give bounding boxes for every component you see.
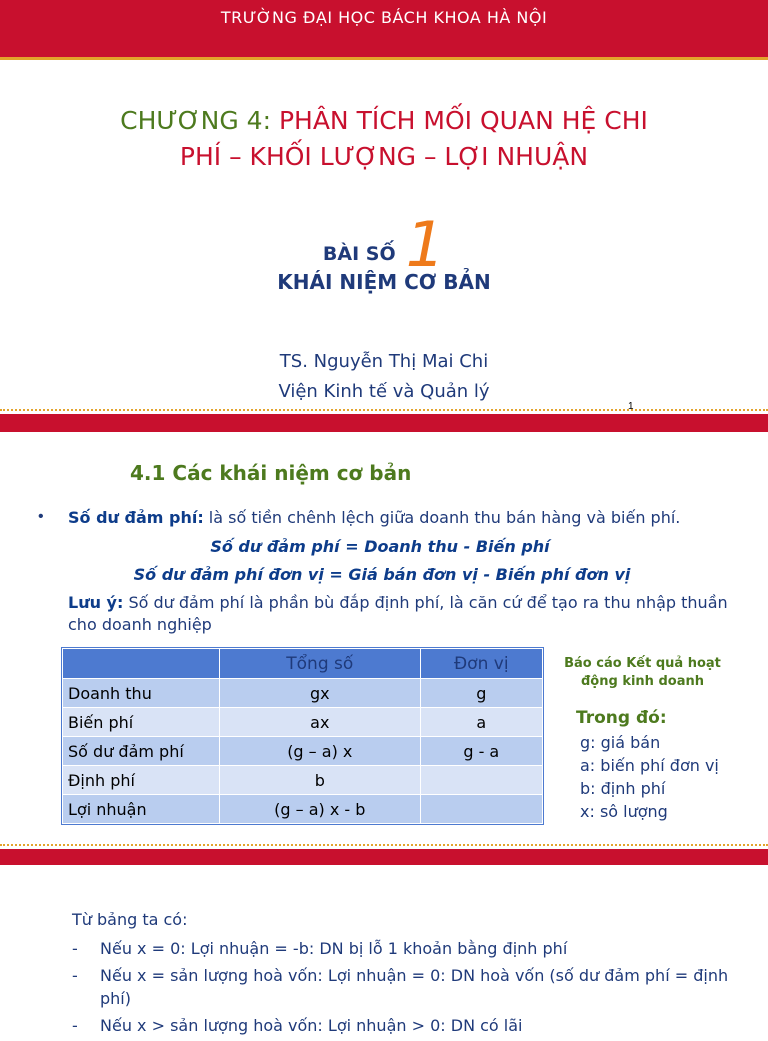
list-item (72, 1014, 732, 1037)
report-caption (560, 655, 725, 691)
table-row (63, 766, 543, 795)
legend-item: a: biến phí đơn vị (580, 756, 719, 775)
row-label: Biến phí (63, 708, 220, 737)
separator-line-top-2 (0, 844, 768, 846)
chapter-title-line2: PHÍ – KHỐI LƯỢNG – LỢI NHUẬN (179, 142, 589, 171)
note-text: Số dư đảm phí là phần bù đắp định phí, là căn cứ để tạo ra thu nhập thuần cho doanh nghiệp (68, 593, 728, 634)
row-unit (420, 766, 542, 795)
separator-band-2 (0, 849, 768, 865)
chapter-prefix: CHƯƠNG 4: (120, 106, 271, 135)
row-total: (g – a) x - b (220, 795, 421, 824)
list-item (72, 937, 732, 960)
report-caption-line1: Báo cáo Kết quả hoạt (564, 656, 721, 671)
legend-item: b: định phí (580, 779, 666, 798)
definition (68, 508, 758, 527)
row-unit (420, 795, 542, 824)
lesson-heading (0, 208, 768, 281)
author-institute: Viện Kinh tế và Quản lý (278, 381, 490, 402)
row-total: gx (220, 679, 421, 708)
report-caption-line2: động kinh doanh (581, 674, 704, 689)
legend-list (580, 731, 719, 823)
lesson-label: BÀI SỐ (322, 243, 396, 265)
legend-item: x: sô lượng (580, 802, 668, 821)
definition-term: Số dư đảm phí: (68, 508, 204, 527)
lesson-subtitle: KHÁI NIỆM CƠ BẢN (277, 270, 491, 294)
row-total: b (220, 766, 421, 795)
formula-unit: Số dư đảm phí đơn vị = Giá bán đơn vị - Biến phí đơn vị (133, 565, 631, 584)
page-number-1: 1 (628, 401, 634, 412)
definition-text: là số tiền chênh lệch giữa doanh thu bán hàng và biến phí. (203, 508, 681, 527)
row-unit: g (420, 679, 542, 708)
bullet-dot: • (38, 508, 44, 525)
chapter-title (40, 103, 728, 175)
list-dash: - (72, 939, 78, 958)
note (68, 592, 748, 636)
list-item-text: Nếu x > sản lượng hoà vốn: Lợi nhuận > 0: DN có lãi (100, 1016, 523, 1035)
table-row (63, 737, 543, 766)
formula-total: Số dư đảm phí = Doanh thu - Biến phí (210, 537, 550, 556)
author-block (0, 347, 768, 407)
conclusion-intro: Từ bảng ta có: (72, 910, 188, 929)
list-item-text: Nếu x = 0: Lợi nhuận = -b: DN bị lỗ 1 khoản bằng định phí (100, 939, 568, 958)
row-label: Doanh thu (63, 679, 220, 708)
header-total: Tổng số (220, 649, 421, 679)
list-item (72, 964, 732, 1010)
university-name: TRƯỜNG ĐẠI HỌC BÁCH KHOA HÀ NỘI (220, 8, 548, 27)
row-label: Lợi nhuận (63, 795, 220, 824)
list-dash: - (72, 1016, 78, 1035)
list-dash: - (72, 966, 78, 985)
table-row (63, 679, 543, 708)
table-row (63, 708, 543, 737)
header-unit: Đơn vị (420, 649, 542, 679)
legend-item: g: giá bán (580, 733, 661, 752)
row-unit: g - a (420, 737, 542, 766)
section-heading: 4.1 Các khái niệm cơ bản (130, 461, 412, 485)
row-total: ax (220, 708, 421, 737)
conclusion-list (72, 937, 732, 1041)
author-name: TS. Nguyễn Thị Mai Chi (279, 351, 489, 372)
row-label: Định phí (63, 766, 220, 795)
chapter-title-line1: PHÂN TÍCH MỐI QUAN HỆ CHI (278, 106, 648, 135)
row-total: (g – a) x (220, 737, 421, 766)
separator-line-top-1 (0, 409, 768, 411)
row-label: Số dư đảm phí (63, 737, 220, 766)
lesson-number: 1 (405, 208, 446, 281)
row-unit: a (420, 708, 542, 737)
header-empty (63, 649, 220, 679)
table-header-row (63, 649, 543, 679)
income-statement-table (62, 648, 543, 824)
legend-title: Trong đó: (576, 708, 667, 728)
separator-band-1 (0, 414, 768, 432)
table-row (63, 795, 543, 824)
note-label: Lưu ý: (68, 593, 124, 612)
list-item-text: Nếu x = sản lượng hoà vốn: Lợi nhuận = 0: DN hoà vốn (số dư đảm phí = định phí) (100, 966, 729, 1008)
